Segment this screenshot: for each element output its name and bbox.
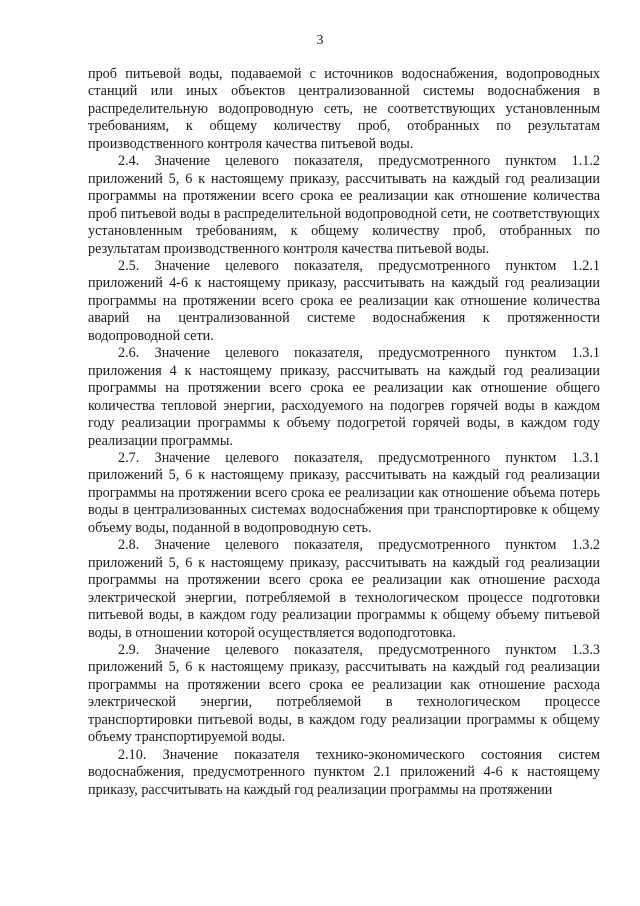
paragraph-2-8: 2.8. Значение целевого показателя, предусмотренного пунктом 1.3.2 приложений 5, 6 к настоящему приказу, рассчитывать на каждый год реализации программы на протяжении всего срока ее реализации как отношение расхода электрической энергии, потребляемой в технологическом процессе подготовки питьевой воды, в каждом году реализации программы к общему объему питьевой воды, в отношении которой осуществляется водоподготовка. (88, 537, 600, 641)
paragraph-2-7: 2.7. Значение целевого показателя, предусмотренного пунктом 1.3.1 приложений 5, 6 к настоящему приказу, рассчитывать на каждый год реализации программы на протяжении всего срока ее реализации как отношение объема потерь воды в централизованных системах водоснабжения при транспортировке к общему объему воды, поданной в водопроводную сеть. (88, 449, 600, 536)
page-number: 3 (316, 33, 324, 48)
paragraph-continuation: проб питьевой воды, подаваемой с источников водоснабжения, водопроводных станций или иных объектов централизованной системы водоснабжения в распределительную водопроводную сеть, не соответствующих установленным требованиям, к общему количеству проб, отобранных по результатам производственного контроля качества питьевой воды. (88, 66, 600, 152)
paragraph-2-9: 2.9. Значение целевого показателя, предусмотренного пунктом 1.3.3 приложений 5, 6 к настоящему приказу, рассчитывать на каждый год реализации программы на протяжении всего срока ее реализации как отношение расхода электрической энергии, потребляемой в технологическом процессе транспортировки питьевой воды, в каждом году реализации программы к общему объему транспортируемой воды. (88, 641, 600, 746)
paragraph-2-4: 2.4. Значение целевого показателя, предусмотренного пунктом 1.1.2 приложений 5, 6 к настоящему приказу, рассчитывать на каждый год реализации программы на протяжении всего срока ее реализации как отношение количества проб питьевой воды в распределительной водопроводной сети, не соответствующих установленным требованиям, к общему количеству проб, отобранных по результатам производственного контроля качества питьевой воды. (88, 153, 600, 257)
paragraph-2-5: 2.5. Значение целевого показателя, предусмотренного пунктом 1.2.1 приложений 4-6 к настоящему приказу, рассчитывать на каждый год реализации программы на протяжении всего срока ее реализации как отношение количества аварий на централизованной системе водоснабжения к протяженности водопроводной сети. (88, 257, 600, 344)
paragraph-2-6: 2.6. Значение целевого показателя, предусмотренного пунктом 1.3.1 приложения 4 к настоящему приказу, рассчитывать на каждый год реализации программы на протяжении всего срока ее реализации как отношение общего количества тепловой энергии, расходуемого на подогрев горячей воды в каждом году реализации программы к объему подогретой горячей воды, в каждом году реализации программы. (88, 345, 600, 449)
document-body (88, 66, 600, 799)
paragraph-2-10: 2.10. Значение показателя технико-экономического состояния систем водоснабжения, предусмотренного пунктом 2.1 приложений 4-6 к настоящему приказу, рассчитывать на каждый год реализации программы на протяжении (88, 746, 600, 798)
